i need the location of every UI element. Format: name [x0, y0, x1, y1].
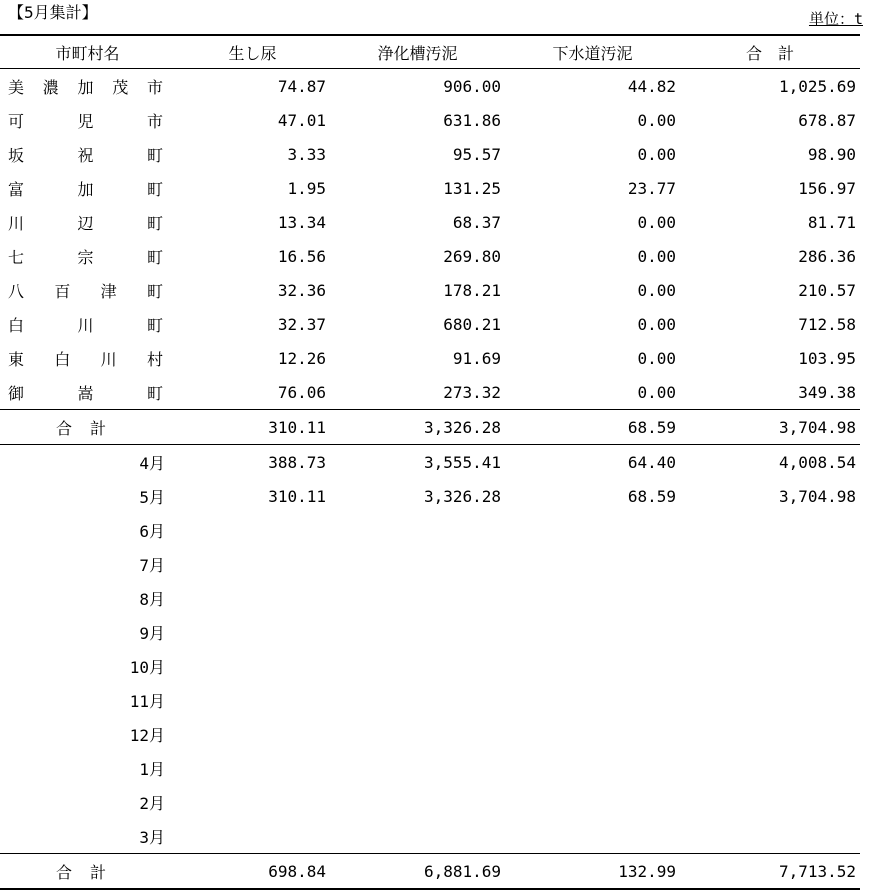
- month-value: [680, 751, 860, 785]
- municipality-value: 286.36: [798, 246, 856, 266]
- municipality-name: [0, 103, 175, 137]
- municipality-name-char: 百: [54, 281, 71, 301]
- municipality-name-char: 町: [146, 145, 163, 165]
- subtotal-label: 合計: [0, 410, 175, 445]
- municipality-value: 678.87: [798, 110, 856, 130]
- unit-label: 単位：t: [808, 10, 863, 28]
- month-value: [330, 751, 505, 785]
- municipality-row: [0, 341, 860, 375]
- municipality-name-char: 町: [146, 315, 163, 335]
- municipality-name-char: 白: [8, 315, 25, 335]
- month-label: 1月: [139, 759, 165, 779]
- municipality-value: 269.80: [443, 246, 501, 266]
- municipality-value: 0.00: [637, 280, 676, 300]
- municipality-value: 0.00: [637, 348, 676, 368]
- header-septic-sludge: 浄化槽汚泥: [330, 35, 505, 69]
- municipality-name-char: 可: [8, 111, 25, 131]
- municipality-value: 23.77: [627, 178, 676, 198]
- municipality-name-char: 市: [146, 77, 163, 97]
- month-value: 388.73: [268, 452, 326, 472]
- header-sewage-sludge: 下水道汚泥: [505, 35, 680, 69]
- month-row: [0, 717, 860, 751]
- municipality-row: [0, 375, 860, 410]
- municipality-value: 680.21: [443, 314, 501, 334]
- month-value: 4,008.54: [778, 452, 856, 472]
- month-value: [680, 513, 860, 547]
- municipality-value: 0.00: [637, 382, 676, 402]
- month-value: [330, 819, 505, 854]
- subtotal-value: 3,704.98: [680, 410, 860, 445]
- month-row: [0, 479, 860, 513]
- municipality-value: 631.86: [443, 110, 501, 130]
- municipality-row: [0, 103, 860, 137]
- municipality-name: [0, 375, 175, 410]
- municipality-name-char: 七: [8, 247, 25, 267]
- municipality-value: 32.36: [277, 280, 326, 300]
- month-row: [0, 785, 860, 819]
- municipality-row: [0, 239, 860, 273]
- municipality-name-char: 町: [146, 179, 163, 199]
- month-label: 4月: [139, 453, 165, 473]
- municipality-name: [0, 273, 175, 307]
- month-value: [680, 785, 860, 819]
- municipality-row: [0, 171, 860, 205]
- month-value: [330, 615, 505, 649]
- month-row: [0, 819, 860, 854]
- grand-total-value: 6,881.69: [330, 854, 505, 890]
- subtotal-value: 68.59: [505, 410, 680, 445]
- municipality-row: [0, 137, 860, 171]
- month-value: [330, 649, 505, 683]
- month-value: [505, 751, 680, 785]
- grand-total-row: [0, 854, 860, 890]
- municipality-name-char: 美: [8, 77, 25, 97]
- month-label: 8月: [139, 589, 165, 609]
- municipality-name-char: 町: [146, 213, 163, 233]
- municipality-name-char: 茂: [112, 77, 129, 97]
- month-value: 310.11: [268, 486, 326, 506]
- municipality-value: 3.33: [287, 144, 326, 164]
- municipality-value: 16.56: [277, 246, 326, 266]
- header-row: [0, 35, 860, 69]
- municipality-name-char: 川: [100, 349, 117, 369]
- municipality-value: 906.00: [443, 76, 501, 96]
- municipality-name-char: 町: [146, 247, 163, 267]
- municipality-name-char: 児: [77, 111, 94, 131]
- municipality-value: 712.58: [798, 314, 856, 334]
- month-value: [175, 581, 330, 615]
- municipality-name-char: 御: [8, 383, 25, 403]
- month-value: [505, 785, 680, 819]
- month-value: [505, 581, 680, 615]
- grand-total-value: 698.84: [175, 854, 330, 890]
- municipality-row: [0, 69, 860, 104]
- month-value: [330, 785, 505, 819]
- municipality-name-char: 村: [146, 349, 163, 369]
- header-municipality: 市町村名: [0, 35, 175, 69]
- month-label: 9月: [139, 623, 165, 643]
- month-value: [175, 615, 330, 649]
- month-value: [505, 819, 680, 854]
- municipality-value: 47.01: [277, 110, 326, 130]
- month-value: [505, 717, 680, 751]
- municipality-name: [0, 307, 175, 341]
- month-value: [680, 547, 860, 581]
- month-row: [0, 649, 860, 683]
- municipality-value: 91.69: [452, 348, 501, 368]
- municipality-value: 98.90: [807, 144, 856, 164]
- month-label: 3月: [139, 827, 165, 847]
- municipality-name-char: 町: [146, 383, 163, 403]
- month-value: [680, 819, 860, 854]
- month-value: [175, 717, 330, 751]
- month-value: [505, 547, 680, 581]
- month-value: [680, 581, 860, 615]
- month-value: [330, 547, 505, 581]
- municipality-name-char: 津: [100, 281, 117, 301]
- municipality-name-char: 町: [146, 281, 163, 301]
- municipality-name: [0, 239, 175, 273]
- header-night-soil: 生し尿: [175, 35, 330, 69]
- municipality-value: 81.71: [807, 212, 856, 232]
- month-value: [505, 683, 680, 717]
- municipality-value: 74.87: [277, 76, 326, 96]
- month-label: 10月: [129, 657, 165, 677]
- grand-total-value: 7,713.52: [680, 854, 860, 890]
- month-row: [0, 615, 860, 649]
- grand-total-value: 132.99: [505, 854, 680, 890]
- month-value: 3,704.98: [778, 486, 856, 506]
- month-label: 11月: [129, 691, 165, 711]
- municipality-value: 210.57: [798, 280, 856, 300]
- municipality-name-char: 川: [77, 315, 94, 335]
- municipality-name-char: 東: [8, 349, 25, 369]
- month-value: 64.40: [627, 452, 676, 472]
- municipality-name-char: 川: [8, 213, 25, 233]
- municipality-name-char: 白: [54, 349, 71, 369]
- municipality-name-char: 濃: [42, 77, 59, 97]
- municipality-row: [0, 307, 860, 341]
- municipality-name-char: 嵩: [77, 383, 94, 403]
- month-label: 7月: [139, 555, 165, 575]
- report-title: 【5月集計】: [8, 3, 98, 22]
- municipality-name: [0, 137, 175, 171]
- municipality-name-char: 八: [8, 281, 25, 301]
- municipality-value: 0.00: [637, 212, 676, 232]
- municipality-value: 44.82: [627, 76, 676, 96]
- municipality-value: 13.34: [277, 212, 326, 232]
- month-row: [0, 445, 860, 480]
- municipality-value: 95.57: [452, 144, 501, 164]
- month-value: [505, 649, 680, 683]
- month-value: [175, 547, 330, 581]
- municipality-value: 76.06: [277, 382, 326, 402]
- month-value: [505, 615, 680, 649]
- month-value: [175, 513, 330, 547]
- month-value: [505, 513, 680, 547]
- municipality-value: 0.00: [637, 314, 676, 334]
- municipality-name: [0, 69, 175, 104]
- month-value: [175, 649, 330, 683]
- municipality-name-char: 加: [77, 77, 94, 97]
- municipality-name-char: 加: [77, 179, 94, 199]
- month-row: [0, 547, 860, 581]
- month-value: 3,555.41: [423, 452, 501, 472]
- month-row: [0, 751, 860, 785]
- municipality-value: 0.00: [637, 110, 676, 130]
- month-value: [680, 683, 860, 717]
- municipality-value: 156.97: [798, 178, 856, 198]
- month-label: 2月: [139, 793, 165, 813]
- month-value: 68.59: [627, 486, 676, 506]
- municipality-name: [0, 341, 175, 375]
- month-value: [680, 649, 860, 683]
- month-value: [175, 785, 330, 819]
- municipality-value: 273.32: [443, 382, 501, 402]
- month-value: [680, 615, 860, 649]
- municipality-value: 32.37: [277, 314, 326, 334]
- municipality-value: 0.00: [637, 246, 676, 266]
- subtotal-row: [0, 410, 860, 445]
- municipality-name-char: 辺: [77, 213, 94, 233]
- municipality-value: 68.37: [452, 212, 501, 232]
- municipality-value: 12.26: [277, 348, 326, 368]
- municipality-row: [0, 273, 860, 307]
- municipality-value: 103.95: [798, 348, 856, 368]
- municipality-name-char: 祝: [77, 145, 94, 165]
- municipality-value: 1.95: [287, 178, 326, 198]
- month-value: [330, 581, 505, 615]
- month-value: [175, 819, 330, 854]
- municipality-name-char: 富: [8, 179, 25, 199]
- municipality-value: 0.00: [637, 144, 676, 164]
- month-row: [0, 513, 860, 547]
- waste-summary-table: [0, 34, 860, 890]
- municipality-value: 178.21: [443, 280, 501, 300]
- month-value: [330, 513, 505, 547]
- month-value: [330, 717, 505, 751]
- municipality-row: [0, 205, 860, 239]
- subtotal-value: 310.11: [175, 410, 330, 445]
- month-value: [175, 683, 330, 717]
- municipality-name-char: 坂: [8, 145, 25, 165]
- month-row: [0, 581, 860, 615]
- municipality-value: 131.25: [443, 178, 501, 198]
- municipality-name: [0, 205, 175, 239]
- grand-total-label: 合計: [0, 854, 175, 890]
- month-label: 5月: [139, 487, 165, 507]
- month-label: 6月: [139, 521, 165, 541]
- month-value: [680, 717, 860, 751]
- municipality-name-char: 宗: [77, 247, 94, 267]
- municipality-value: 349.38: [798, 382, 856, 402]
- municipality-name: [0, 171, 175, 205]
- month-value: [175, 751, 330, 785]
- subtotal-value: 3,326.28: [330, 410, 505, 445]
- municipality-value: 1,025.69: [778, 76, 856, 96]
- month-row: [0, 683, 860, 717]
- month-value: 3,326.28: [423, 486, 501, 506]
- month-value: [330, 683, 505, 717]
- month-label: 12月: [129, 725, 165, 745]
- header-total: 合 計: [680, 35, 860, 69]
- municipality-name-char: 市: [146, 111, 163, 131]
